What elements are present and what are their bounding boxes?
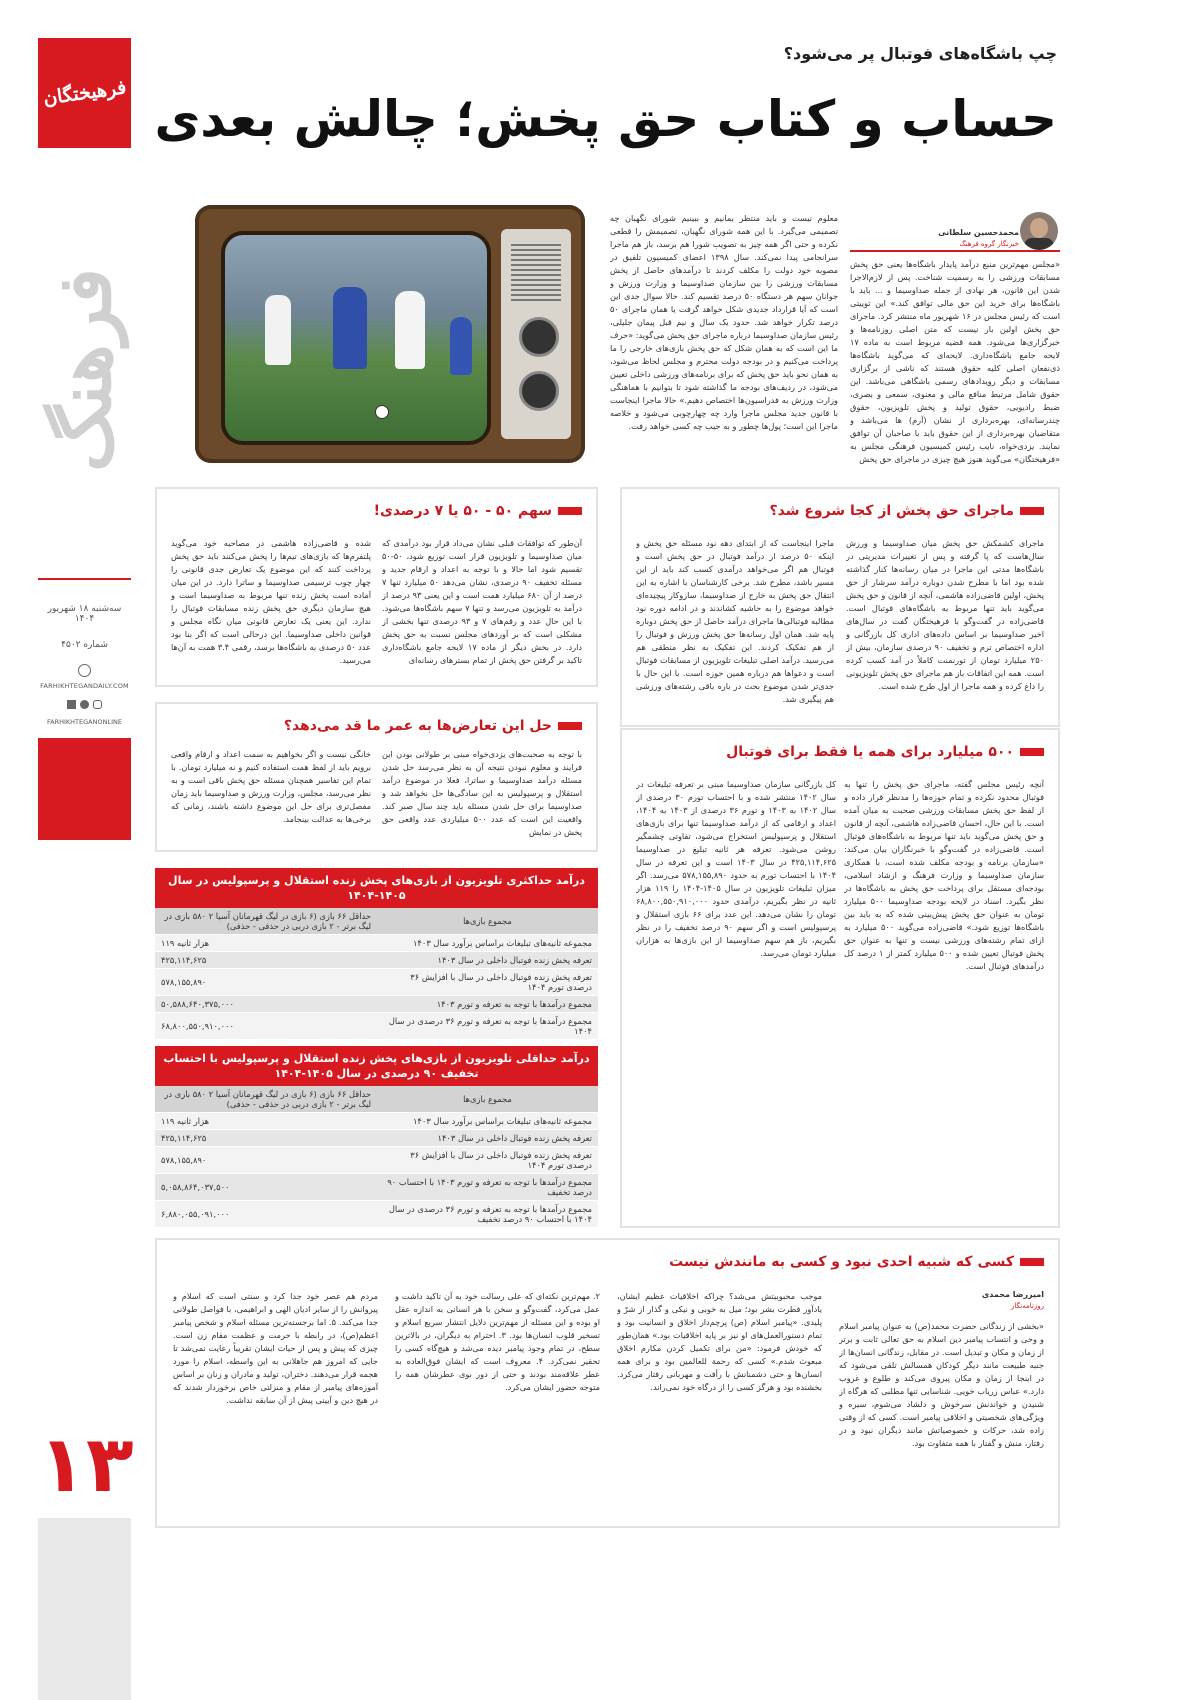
box-origin-head [769, 503, 1044, 519]
table-row [155, 996, 598, 1013]
table-cell: مجموعه ثانیه‌های تبلیغات براساس برآورد سال ۱۴۰۳ [377, 935, 598, 952]
table-row [155, 1201, 598, 1228]
avatar-face [1030, 218, 1048, 238]
headline-title: حساب و کتاب حق پخش؛ چالش بعدی [154, 90, 1057, 148]
football-player-white [265, 295, 291, 365]
table-max-grid [155, 908, 598, 1040]
table-cell: ۵,۰۵۸,۸۶۴,۰۳۷,۵۰۰ [155, 1174, 377, 1201]
table-cell: تعرفه پخش زنده فوتبال داخلی در سال ۱۴۰۳ [377, 952, 598, 969]
table-cell: تعرفه پخش زنده فوتبال داخلی در سال ۱۴۰۳ [377, 1130, 598, 1147]
table-min-title: درآمد حداقلی تلویزیون از بازی‌های پخش زنده استقلال و پرسپولیس با احتساب تخفیف ۹۰ درصدی در سال ۱۴۰۵-۱۴۰۴ [155, 1046, 598, 1086]
football-ball [375, 405, 389, 419]
box-origin-title: ماجرای حق پخش از کجا شروع شد؟ [769, 503, 1014, 519]
table-cell: ۴۲۵,۱۱۴,۶۲۵ [155, 952, 377, 969]
box-500b [620, 728, 1060, 1228]
table-cell: ۶,۸۸۰,۰۵۵,۰۹۱,۰۰۰ [155, 1201, 377, 1228]
table-header-left: حداقل ۶۶ بازی (۶ بازی در لیگ قهرمانان آسیا ۲ ۵۸۰ بازی در لیگ برتر - ۲ بازی دربی در حذفی - حذفی) [155, 908, 377, 935]
table-max-revenue [155, 868, 598, 1040]
section-vertical-label [30, 240, 140, 500]
box-share-col2: شده و قاضی‌زاده هاشمی در مصاحبه خود می‌گوید پلتفرم‌ها که بازی‌های تیم‌ها را پخش می‌کنند باید حق پخش پرداخت کنند که این موضوع یک تعارض جدی قانونی را چهار چوب ترسیمی صداوسیما و ساترا دارد. در این میان آماده است پخش زنده تنها مربوط به صداوسیما است و هیچ سازمان دیگری حق پخش زنده مسابقات فوتبال را ندارد. این یعنی یک تعارض قانونی میان نگاه مجلس و قوانین داخلی صداوسیما. این درحالی است که اگر بنا بود عدد ۵۰ درصدی به باشگاه‌ها برسد، رقمی ۳.۴ همت به آن‌ها می‌رسید. [171, 538, 371, 665]
box-500b-head [726, 744, 1044, 760]
table-row [155, 1174, 598, 1201]
tv-knob-icon-2 [519, 371, 559, 411]
issue-number: شماره ۴۵۰۲ [61, 640, 108, 650]
social-icons [66, 700, 102, 710]
box-prophet-author: امیررضا محمدی [981, 1290, 1044, 1299]
table-min-revenue [155, 1046, 598, 1228]
box-conflict [155, 702, 598, 852]
football-player-blue [333, 287, 367, 369]
issue-date: سه‌شنبه ۱۸ شهریور ۱۴۰۴ [47, 604, 122, 624]
author-underline [850, 250, 1060, 252]
table-cell: مجموعه ثانیه‌های تبلیغات براساس برآورد سال ۱۴۰۳ [377, 1113, 598, 1130]
box-prophet-col1: «بخشی از زندگانی حضرت محمد(ص) به عنوان پیامبر اسلام و وحی و انتساب پیامبر دین اسلام به حق تعالی ثابت و برتر از زمان و مکان و تبدیل است. در مقابل، زندگانی انسان‌ها از جنبه طبیعت مانند دیگر کودکان همسالش تلقی می‌شود که در اینجا از زمان و مکان پیروی می‌کند و طلوع و غروب دارد.» عباس زریاب خویی. شناسایی تنها مطلبی که هرگاه از شنیدن و خواندنش سرخوش و دلشاد می‌شوم، سیره و ویژگی‌های شخصیتی و اخلاقی پیامبر است. کسی که از وقتی زاده شد، حرکات و خصوصیاتش مانند دیگران نبود و در رفتار، منش و گفتار با همه متفاوت بود. [839, 1321, 1044, 1448]
box-share [155, 487, 598, 687]
box-prophet [155, 1238, 1060, 1528]
box-origin [620, 487, 1060, 727]
logo-text: فرهیختگان [41, 76, 128, 110]
rail-red-bar [38, 738, 131, 840]
table-cell: ۴۲۵,۱۱۴,۶۲۵ [155, 1130, 377, 1147]
section-vertical-text: فرهنگ [41, 268, 128, 472]
box-conflict-head [284, 718, 582, 734]
box-conflict-col1: با توجه به صحبت‌های یزدی‌خواه مبنی بر طولانی بودن این فرایند و معلوم نبودن نتیجه آن به نظر می‌رسد حل شدن مسئله درآمد صداوسیما و ساترا، فعلا در موضوع درآمد استقلال و پرسپولیس به این سادگی‌ها حل نخواهد شد و صداوسیما برای حل شدن مسئله باید چند سال صبر کند. واقعیت این است که عدد ۵۰۰ میلیاردی عدد واقعی حق پخش در نمایش [382, 749, 582, 837]
box-prophet-marker [1020, 1258, 1044, 1266]
table-row [155, 1086, 598, 1113]
table-cell: تعرفه پخش زنده فوتبال داخلی در سال با افزایش ۳۶ درصدی تورم ۱۴۰۴ [377, 969, 598, 996]
football-player-blue-2 [450, 317, 472, 375]
logo-block [38, 38, 131, 148]
box-share-marker [558, 507, 582, 515]
site-url: FARHIKHTEGANDAILY.COM [40, 682, 129, 690]
table-header-right: مجموع بازی‌ها [377, 908, 598, 935]
rail-divider-top [38, 578, 131, 580]
box-origin-marker [1020, 507, 1044, 515]
table-cell: مجموع درآمدها با توجه به تعرفه و تورم ۳۶ درصدی در سال ۱۴۰۴ [377, 1013, 598, 1040]
table-row [155, 908, 598, 935]
author-avatar [1020, 212, 1058, 250]
box-prophet-title: کسی که شبیه احدی نبود و کسی به مانندش نیست [669, 1254, 1014, 1270]
box-prophet-author-role: روزنامه‌نگار [1010, 1302, 1044, 1310]
author-name: محمدحسین سلطانی [938, 228, 1019, 237]
page-number: ۱۳ [38, 1420, 134, 1510]
box-prophet-head [669, 1254, 1044, 1270]
telegram-icon [80, 700, 89, 709]
instagram-icon [93, 700, 102, 709]
table-row [155, 1113, 598, 1130]
box-conflict-marker [558, 722, 582, 730]
box-share-title: سهم ۵۰ - ۵۰ یا ۷ درصدی! [373, 503, 552, 519]
table-min-grid [155, 1086, 598, 1228]
table-row [155, 969, 598, 996]
author-role: خبرنگار گروه فرهنگ [959, 240, 1019, 248]
box-prophet-col4: مردم هم عصر خود جدا کرد و سنتی است که اسلام و پیروانش را از سایر ادیان الهی و ابراهیمی، با فواصل طولانی جدا می‌کند. ۵. اما برجسته‌ترین مسئله اسلام و شخص پیامبر اعظم(ص)، در رابطه با حرمت و عظمت مقام زن است. چیزی که پیش و پس از حیات ایشان تقریباً رعایت نمی‌شد تا جایی که امروز هم جاهلانی به این واسطه، اسلام را مورد هجمه قرار می‌دهند. دختران، تولید و مادران و زنان بر اساس آموزه‌های پیامبر از مقام و منزلتی خاص برخوردار شدند که در هیچ دین و آیینی پیش از آن سابقه نداشت. [173, 1291, 378, 1405]
headline-kicker: چپ باشگاه‌های فوتبال پر می‌شود؟ [783, 44, 1057, 63]
tv-screen [221, 231, 491, 445]
table-cell: مجموع درآمدها با توجه به تعرفه و تورم ۱۴۰۳ [377, 996, 598, 1013]
tv-knob-icon [519, 317, 559, 357]
social-handle: FARHIKHTEGANONLINE [47, 718, 122, 726]
table-cell: ۵۰,۵۸۸,۶۴۰,۳۷۵,۰۰۰ [155, 996, 377, 1013]
box-500b-col2: کل بازرگانی سازمان صداوسیما مبنی بر تعرفه تبلیغات در سال ۱۴۰۲ منتشر شده و با احتساب تورم ۳۰ درصدی از سال ۱۴۰۲ به ۱۴۰۳ و تورم ۳۶ درصدی از ۱۴۰۳ به ۱۴۰۴، اعداد و ارقامی که از درآمد صداوسیما تنها برای بازی‌های استقلال و پرسپولیس استخراج می‌شود، تفاوتی چشمگیر روشن می‌شود. تعرفه هر ثانیه تبلیغ در صداوسیما ۴۲۵,۱۱۴,۶۲۵ در سال ۱۴۰۳ است و این تعرفه در سال ۱۴۰۴ با احتساب تورم به حدود ۵۷۸,۱۵۵,۸۹۰ می‌رسد. اگر میزان تبلیغات تلویزیون در سال ۱۴۰۵-۱۴۰۴ را ۱۱۹ هزار ثانیه در نظر بگیریم، درآمدی حدود ۶۸,۸۰۰,۵۵۰,۹۱۰,۰۰۰ تومان را نشان می‌دهد. این عدد برای ۶۶ بازی استقلال و پرسپولیس است و اگر سهم ۹۰ درصد تخفیف را در نظر بگیریم، باز هم سهم صداوسیما از این بازی‌ها به هزاران میلیارد تومان می‌رسد. [636, 779, 836, 958]
table-cell: مجموع درآمدها با توجه به تعرفه و تورم ۳۶ درصدی در سال ۱۴۰۴ با احتساب ۹۰ درصد تخفیف [377, 1201, 598, 1228]
lead-column-left: معلوم نیست و باید منتظر بمانیم و ببینیم شورای نگهبان چه تصمیمی می‌گیرد. با این همه شورای نگهبان، تصمیمش را قطعی نکرده و حتی اگر همه چیز به تصویب شورا هم برسد، باز هم ماجرا سرانجامی پیدا نمی‌کند. سال ۱۳۹۸ اعضای کمیسیون تلفیق در مصوبه خود دولت را مکلف کردند تا درآمدهای حاصل از پخش مسابقات ورزشی را بین سازمان صداوسیما و وزارت ورزش و جوانان سهم هر دستگاه ۵۰ درصد تقسیم کند. حالا سوال جدی این است که آیا قرارداد جدیدی شکل خواهد گرفت یا همان ماجرای ۵۰ درصد تکرار خواهد شد. حدود یک سال و نیم قبل پیمان جلیلی، رئیس سازمان صداوسیما درباره ماجرای حق پخش می‌گوید: «حرف ما این است که به همان شکل که حق پخش بازی‌های خارجی را ما پرداخت می‌کنیم و در بودجه دولت محترم و مجلس لحاظ می‌شود، به همان نحو باید حق پخش که برای برنامه‌های ورزشی داخلی تعیین می‌شود، در ردیف‌های بودجه ما گذاشته شود تا بتوانیم با هماهنگی وزارت ورزش به فدراسیون‌ها اختصاص دهیم.» حالا ماجرا اینجاست با قانون جدید مجلس ماجرا وارد چه چهارچوبی می‌شود و خلاصه ماجرا این است؛ پول‌ها چطور و به جیب چه کسی خواهد رفت. [610, 213, 838, 431]
box-conflict-col2: خانگی نیست و اگر بخواهیم به سمت اعداد و ارقام واقعی برویم باید از لفظ همت استفاده کنیم و نه میلیارد تومان. با تمام این تفاسیر همچنان مسئله حق پخش باقی است و به نظر می‌رسد، مجلس، وزارت ورزش و صداوسیما باید زمان مفصل‌تری برای حل این موضوع داشته باشند، زمانی که برخی‌ها به عدالت بینجامد. [171, 749, 371, 824]
table-cell: ۱۱۹ هزار ثانیه [155, 1113, 377, 1130]
globe-icon [78, 664, 91, 677]
lead-column-right: «مجلس مهم‌ترین منبع درآمد پایدار باشگاه‌ها یعنی حق پخش مسابقات ورزشی را به رسمیت شناخت. پس از لازم‌الاجرا شدن این قانون، هر نهادی از جمله صداوسیما و ... باید با باشگاه‌ها برای خرید این حق مالی توافق کند.» این توییتی است که رئیس مجلس در ۱۶ شهریور ماه منتشر کرد. ماجرای حق پخش اولین بار نیست که متن اصلی روزنامه‌ها و خبرگزاری‌ها می‌شود. همه قضیه مربوط است به ماده ۱۷ لایحه جامع باشگاه‌داری. لایحه‌ای که می‌گوید باشگاه‌ها ذی‌نفعان اصلی کلیه حقوق هستند که ناشی از برگزاری مسابقات و دیگر رویدادهای رسمی باشگاهی می‌باشد. این حقوق شامل مرتبط منافع مالی و معنوی، سمعی و بصری، ضبط رادیویی، حقوق تولید و پخش تلویزیون، حقوق چندرسانه‌ای، بهره‌برداری از نشان (آرم) ها می‌باشد و متقاضیان بهره‌برداری از این حقوق باید با صاحبان آن توافق نمایند. یزدی‌خواه، نایب رئیس کمیسیون فرهنگی مجلس به «فرهیختگان» می‌گوید هنوز هیچ چیزی در ماجرای حق پخش [850, 259, 1060, 464]
table-header-right: مجموع بازی‌ها [377, 1086, 598, 1113]
tv-speaker-grill [511, 241, 561, 301]
box-share-col1: آن‌طور که توافقات قبلی نشان می‌داد قرار بود درآمدی که میان صداوسیما و تلویزیون قرار است توزیع شود، ۵۰-۵۰ تقسیم شود اما حالا و با توجه به اعداد و ارقام جدید و مسئله تخفیف ۹۰ درصدی، نشان می‌دهد ۵۰ میلیارد تنها ۷ درصد از آن ۶۸۰ میلیارد همت است و این یعنی ۹۳ درصد از درآمد به تلویزیون می‌رسد و تنها ۷ سهم باشگاه‌ها می‌شود. با این حال عدد و رقم‌های ۷ و ۹۳ درصدی تنها بخشی از مشکلی است که بر آوردهای مجلس نسبت به حق پخش دارد. در بخش دیگر از ماده ۱۷ لایحه جامع باشگاه‌داری تاکید بر گرفتن حق پخش از تمام بسترهای رسانه‌ای [382, 538, 582, 665]
table-row [155, 935, 598, 952]
box-origin-col1: ماجرای کشمکش حق پخش میان صداوسیما و ورزش سال‌هاست که پا گرفته و پس از تغییرات مدیریتی در باشگاه‌ها مدتی این ماجرا در میان رسانه‌ها کنار گذاشته شده بود اما با مطرح شدن دوباره درآمد سرشار از حق پخش، اولین قاضی‌زاده هاشمی، آنچه از قانون و حق پخش می‌گوید باید تنها مربوط به باشگاه‌های فوتبال است. قاضی‌زاده در گفت‌وگو با فرهیختگان گفت در سال‌های اخیر صداوسیما بر اساس داده‌های اداری کل بازرگانی و اداره اختصاص ترم و تخفیف ۹۰ درصدی سازمان، بیش از ۲۵۰ میلیارد تومان از تورنمنت کاملاً در آمد کسب کرده است. همه این اتفاقات باز هم ماجرای حق پخش تلویزیونی را داغ کرده و همه ماجرا از اول طرح شده است. [846, 538, 1044, 691]
table-cell: مجموع درآمدها با توجه به تعرفه و تورم ۱۴۰۳ با احتساب ۹۰ درصد تخفیف [377, 1174, 598, 1201]
box-origin-col2: ماجرا اینجاست که از ابتدای دهه نود مسئله حق پخش و اینکه ۵۰ درصد از درآمد فوتبال در حق پخش است و فوتبال هم اگر می‌خواهد درآمدی کسب کند باید از این مسیر باشد، مطرح شد. برخی کارشناسان با اشاره به این انتقال حق پخش به خارج از صداوسیما، سازوکار پیچیده‌ای خواهد موضوع را به حاشیه کشاندند و در ادامه دوره نود مطالبه فوتبالی‌ها ماجرای درآمد حاصل از حق پخش دوباره پایه شد. همان اول رسانه‌ها حق پخش ورزش و فوتبال را از هم تفکیک کردند. این تفکیک به نظر منطقی هم می‌رسید. درآمد اصلی تبلیغات تلویزیون از مسابقات فوتبال است و دعواها هم درباره همین حوزه است. با این حال با جدی‌تر شدن موضوع بحث در باره باقی رشته‌های ورزشی هم پیگیری شد. [636, 538, 834, 704]
x-icon [67, 700, 76, 709]
box-prophet-col3: ۲. مهم‌ترین نکته‌ای که علی رسالت خود به آن تاکید داشت و عمل می‌کرد، گفت‌وگو و سخن با هر انسانی به اندازه عقل او بوده و این مسئله از مهم‌ترین دلایل انتشار سریع اسلام و تسخیر قلوب انسان‌ها بود. ۳. احترام به دیگران، در بالاترین سطح، در تمام وجود پیامبر دیده می‌شد و هیچ‌گاه کسی را تحقیر نمی‌کرد. ۴. معروف است که ایشان فوق‌العاده به عطر علاقه‌مند بودند و حتی از دور بوی عطرشان همه را متوجه حضور ایشان می‌کرد. [395, 1291, 600, 1392]
football-player-white-2 [395, 291, 425, 369]
table-cell: ۱۱۹ هزار ثانیه [155, 935, 377, 952]
table-max-title: درآمد حداکثری تلویزیون از بازی‌های پخش زنده استقلال و پرسپولیس در سال ۱۴۰۵-۱۴۰۴ [155, 868, 598, 908]
avatar-body [1024, 238, 1054, 250]
tv-control-panel [501, 229, 571, 439]
table-cell: ۵۷۸,۱۵۵,۸۹۰ [155, 1147, 377, 1174]
table-cell: تعرفه پخش زنده فوتبال داخلی در سال با افزایش ۳۶ درصدی تورم ۱۴۰۴ [377, 1147, 598, 1174]
table-row [155, 1147, 598, 1174]
table-row [155, 952, 598, 969]
box-500b-title: ۵۰۰ میلیارد برای همه یا فقط برای فوتبال [726, 744, 1014, 760]
tv-illustration [195, 205, 585, 463]
table-cell: ۵۷۸,۱۵۵,۸۹۰ [155, 969, 377, 996]
box-500b-col1: آنچه رئیس مجلس گفته، ماجرای حق پخش را تنها به فوتبال محدود نکرده و تمام حوزه‌ها را مدنظر قرار داده و از لفظ حق پخش مسابقات ورزشی صحبت به میان آمده است. با این حال، احسان قاضی‌زاده هاشمی، آنچه از قانون و حق پخش می‌گوید باید تنها مربوط به باشگاه‌های فوتبال است. قاضی‌زاده در گفت‌وگو با خبرنگاران بیان می‌کند: «سازمان برنامه و بودجه مکلف شده است، با همکاری سازمان صداوسیما و وزارت فرهنگ و ارشاد اسلامی، بودجه‌ای مستقل برای پرداخت حق پخش به باشگاه‌ها در نظر بگیرد. اسناد در لایحه بودجه صداوسیما ۵۰۰ میلیارد تومان به عنوان حق پخش پیش‌بینی شده که به باید بین باشگاه‌ها توزیع شود.» قاضی‌زاده می‌گوید ۵۰۰ میلیارد به ازای تمام رشته‌های ورزشی نیست و تنها به‌ عنوان حق پخش فوتبال تعیین شده و ۵۰۰ میلیارد کمتر از ۱ درصد کل درآمدهای فوتبال است. [844, 779, 1044, 971]
box-share-head [374, 503, 582, 519]
box-prophet-col2: موجب محبوبیتش می‌شد؟ چراکه اخلاقیات عظیم ایشان، یادآور فطرت بشر بود؛ میل به خوبی و نیکی و گذار از شرّ و پلیدی. «پیامبر اسلام (ص) پرچم‌دار اخلاق و انسانیت بود و تمام دستورالعمل‌های او نیز بر پایه اخلاقیات بود.» همان‌طور که خودش فرمود: «من برای تکمیل کردن مکارم اخلاق مبعوث شدم.» کسی که رحمة للعالمین بود و برای همه انسان‌ها و حتی دشمنانش با رأفت و مهربانی رفتار می‌کرد. بخشنده بود و هرگز کسی را از درگاه خود نمی‌راند. [617, 1291, 822, 1392]
table-row [155, 1013, 598, 1040]
box-500b-marker [1020, 748, 1044, 756]
table-row [155, 1130, 598, 1147]
box-conflict-title: حل این تعارض‌ها به عمر ما قد می‌دهد؟ [283, 718, 552, 734]
table-header-left: حداقل ۶۶ بازی (۶ بازی در لیگ قهرمانان آسیا ۲ ۵۸۰ بازی در لیگ برتر - ۲ بازی دربی در حذفی - حذفی) [155, 1086, 377, 1113]
rail-gray-bottom [38, 1518, 131, 1700]
table-cell: ۶۸,۸۰۰,۵۵۰,۹۱۰,۰۰۰ [155, 1013, 377, 1040]
